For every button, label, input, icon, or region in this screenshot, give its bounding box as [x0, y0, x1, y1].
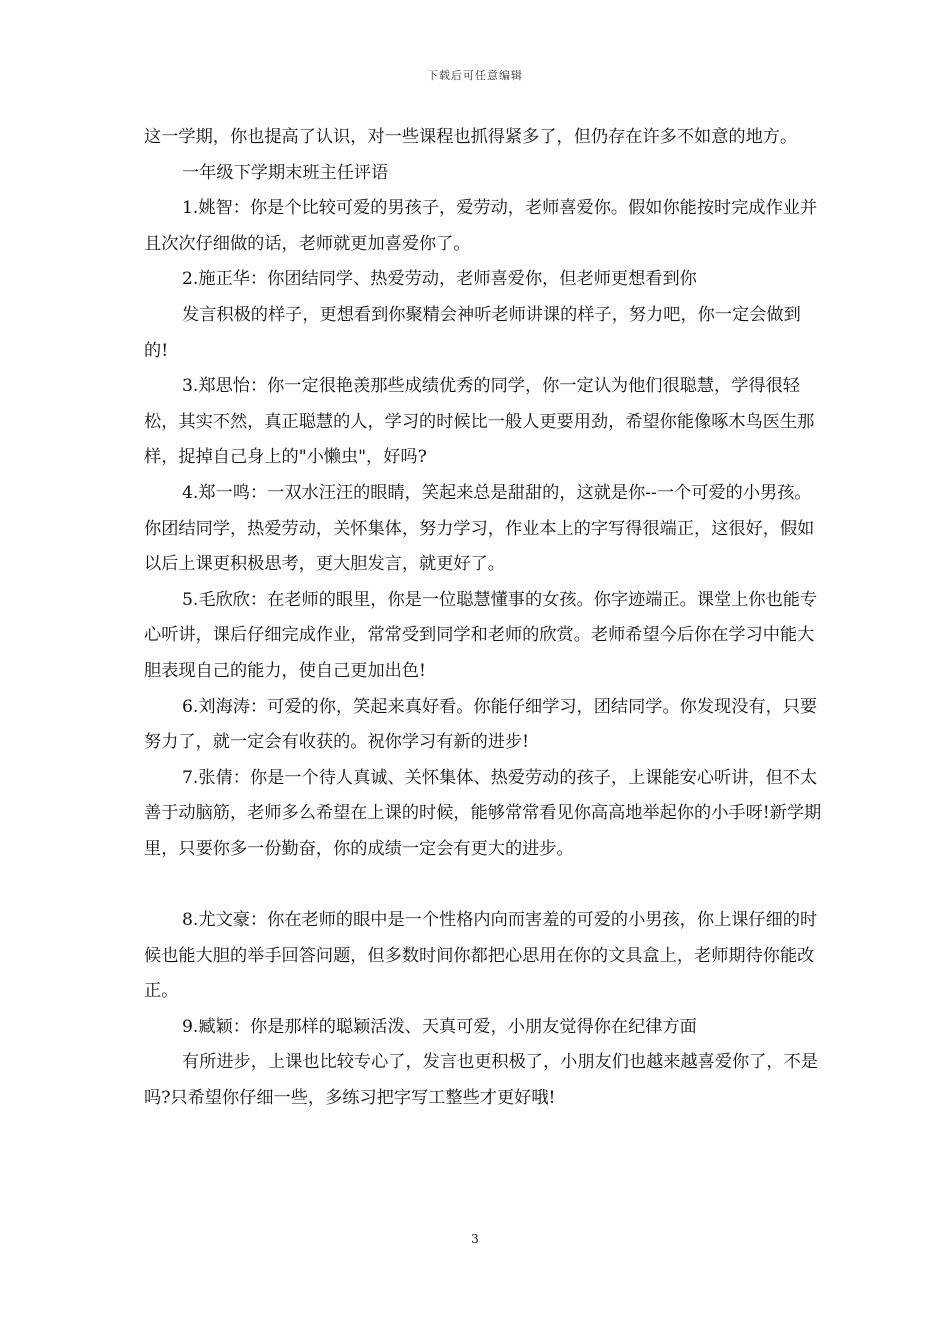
- comment-5: 5.毛欣欣：在老师的眼里，你是一位聪慧懂事的女孩。你字迹端正。课堂上你也能专心听讲，课后仔细完成作业，常常受到同学和老师的欣赏。老师希望今后你在学习中能大胆表现自己的能力，使自己更加出色!: [144, 589, 818, 681]
- document-body: [144, 120, 824, 1117]
- comment-2-continued: 发言积极的样子，更想看到你聚精会神听老师讲课的样子，努力吧，你一定会做到的!: [144, 304, 801, 361]
- section-title: 一年级下学期末班主任评语: [182, 162, 389, 183]
- comment-9-continued: 有所进步，上课也比较专心了，发言也更积极了，小朋友们也越来越喜爱你了，不是吗?只希望你仔细一些，多练习把字写工整些才更好哦!: [144, 1052, 818, 1109]
- comment-8: 8.尤文豪：你在老师的眼中是一个性格内向而害羞的可爱的小男孩，你上课仔细的时候也能大胆的举手回答问题，但多数时间你都把心思用在你的文具盒上，老师期待你能改正。: [144, 910, 818, 1002]
- paragraph-intro: 这一学期，你也提高了认识，对一些课程也抓得紧多了，但仍存在许多不如意的地方。: [144, 127, 798, 147]
- blank-line: [144, 867, 824, 903]
- comment-2: 2.施正华：你团结同学、热爱劳动，老师喜爱你，但老师更想看到你: [182, 269, 697, 290]
- comment-6: 6.刘海涛：可爱的你，笑起来真好看。你能仔细学习，团结同学。你发现没有，只要努力了，就一定会有收获的。祝你学习有新的进步!: [144, 696, 818, 753]
- comment-3: 3.郑思怡：你一定很艳羡那些成绩优秀的同学，你一定认为他们很聪慧，学得很轻松，其实不然，真正聪慧的人，学习的时候比一般人更要用劲，希望你能像啄木鸟医生那样，捉掉自己身上的"小懒虫"，好吗?: [144, 376, 815, 468]
- comment-7: 7.张倩：你是一个待人真诚、关怀集体、热爱劳动的孩子，上课能安心听讲，但不太善于动脑筋，老师多么希望在上课的时候，能够常常看见你高高地举起你的小手呀!新学期里，只要你多一份勤奋，你的成绩一定会有更大的进步。: [144, 767, 822, 859]
- page-header: 下载后可任意编辑: [427, 69, 523, 82]
- comment-1: 1.姚智：你是个比较可爱的男孩子，爱劳动，老师喜爱你。假如你能按时完成作业并且次次仔细做的话，老师就更加喜爱你了。: [144, 198, 818, 254]
- page-number: 3: [471, 1232, 479, 1246]
- comment-9: 9.臧颖：你是那样的聪颖活泼、天真可爱，小朋友觉得你在纪律方面: [182, 1016, 697, 1037]
- comment-4: 4.郑一鸣：一双水汪汪的眼睛，笑起来总是甜甜的，这就是你--一个可爱的小男孩。你团结同学，热爱劳动，关怀集体，努力学习，作业本上的字写得很端正，这很好，假如以后上课更积极思考，更大胆发言，就更好了。: [144, 482, 815, 575]
